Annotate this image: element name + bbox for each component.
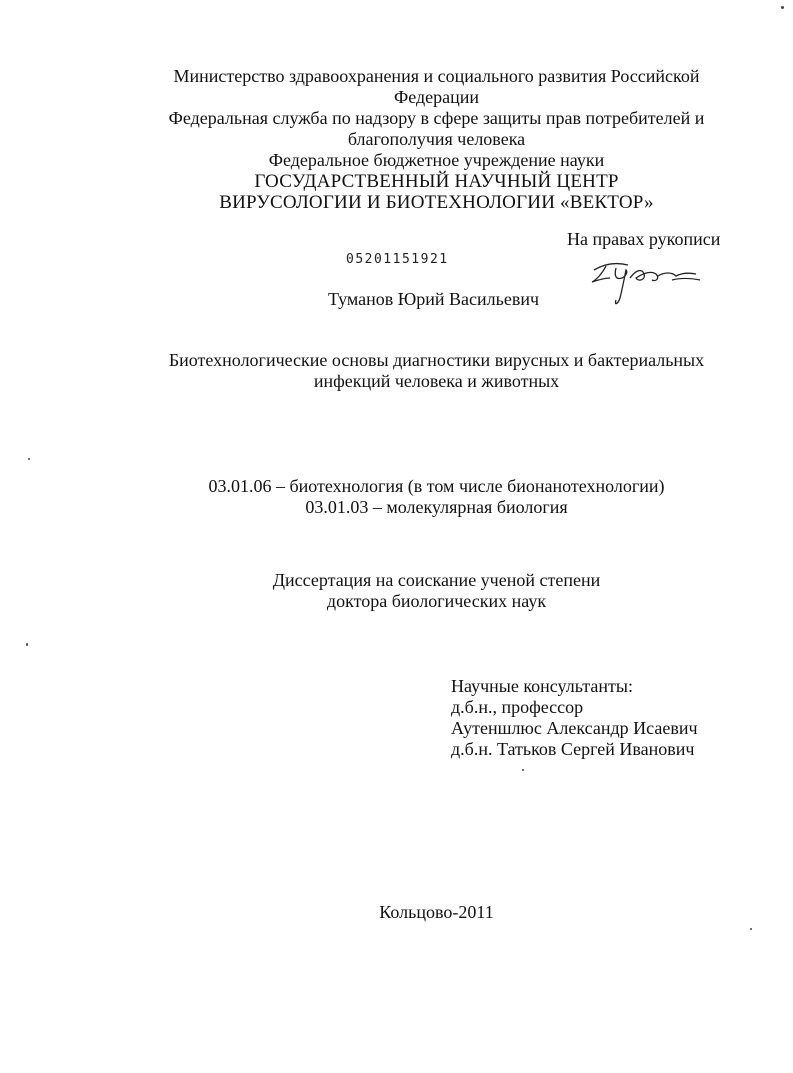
consultant-1-name: Аутеншлюс Александр Исаевич	[451, 718, 698, 738]
specialty-line-2: 03.01.03 – молекулярная биология	[305, 497, 568, 517]
center-name-line-1: ГОСУДАРСТВЕННЫЙ НАУЧНЫЙ ЦЕНТР	[254, 171, 619, 192]
degree-statement	[40, 570, 793, 612]
scan-speck	[781, 6, 784, 9]
center-name-line-2: ВИРУСОЛОГИИ И БИОТЕХНОЛОГИИ «ВЕКТОР»	[219, 192, 654, 213]
scan-speck	[522, 769, 524, 771]
scan-speck	[26, 643, 28, 646]
handwritten-signature	[586, 256, 706, 308]
title-line-2: инфекций человека и животных	[313, 371, 560, 391]
dissertation-title	[40, 350, 793, 392]
degree-line-2: доктора биологических наук	[326, 591, 547, 611]
specialty-codes	[40, 476, 793, 518]
manuscript-rights: На правах рукописи	[567, 229, 721, 249]
title-line-1: Биотехнологические основы диагностики вирусных и бактериальных	[168, 350, 705, 370]
service-line-2: благополучия человека	[347, 129, 526, 149]
organization-header	[40, 66, 793, 213]
city-year	[40, 902, 793, 923]
specialty-line-1: 03.01.06 – биотехнология (в том числе бионанотехнологии)	[208, 476, 665, 496]
degree-line-1: Диссертация на соискание ученой степени	[272, 570, 601, 590]
author-name: Туманов Юрий Васильевич	[328, 289, 539, 309]
institution-type: Федеральное бюджетное учреждение науки	[268, 150, 605, 170]
ministry-line-1: Министерство здравоохранения и социального развития Российской	[173, 66, 700, 86]
ministry-line-2: Федерации	[393, 87, 479, 107]
consultant-2: д.б.н. Татьков Сергей Иванович	[451, 739, 695, 759]
city-year-text: Кольцово-2011	[379, 902, 494, 922]
consultant-1-degree: д.б.н., профессор	[451, 697, 584, 717]
scan-speck	[28, 458, 30, 460]
consultants-heading: Научные консультанты:	[451, 676, 633, 696]
scan-speck	[750, 928, 752, 930]
registration-code: 05201151921	[346, 252, 449, 267]
scientific-consultants	[451, 676, 698, 760]
service-line-1: Федеральная служба по надзору в сфере защиты прав потребителей и	[168, 108, 705, 128]
